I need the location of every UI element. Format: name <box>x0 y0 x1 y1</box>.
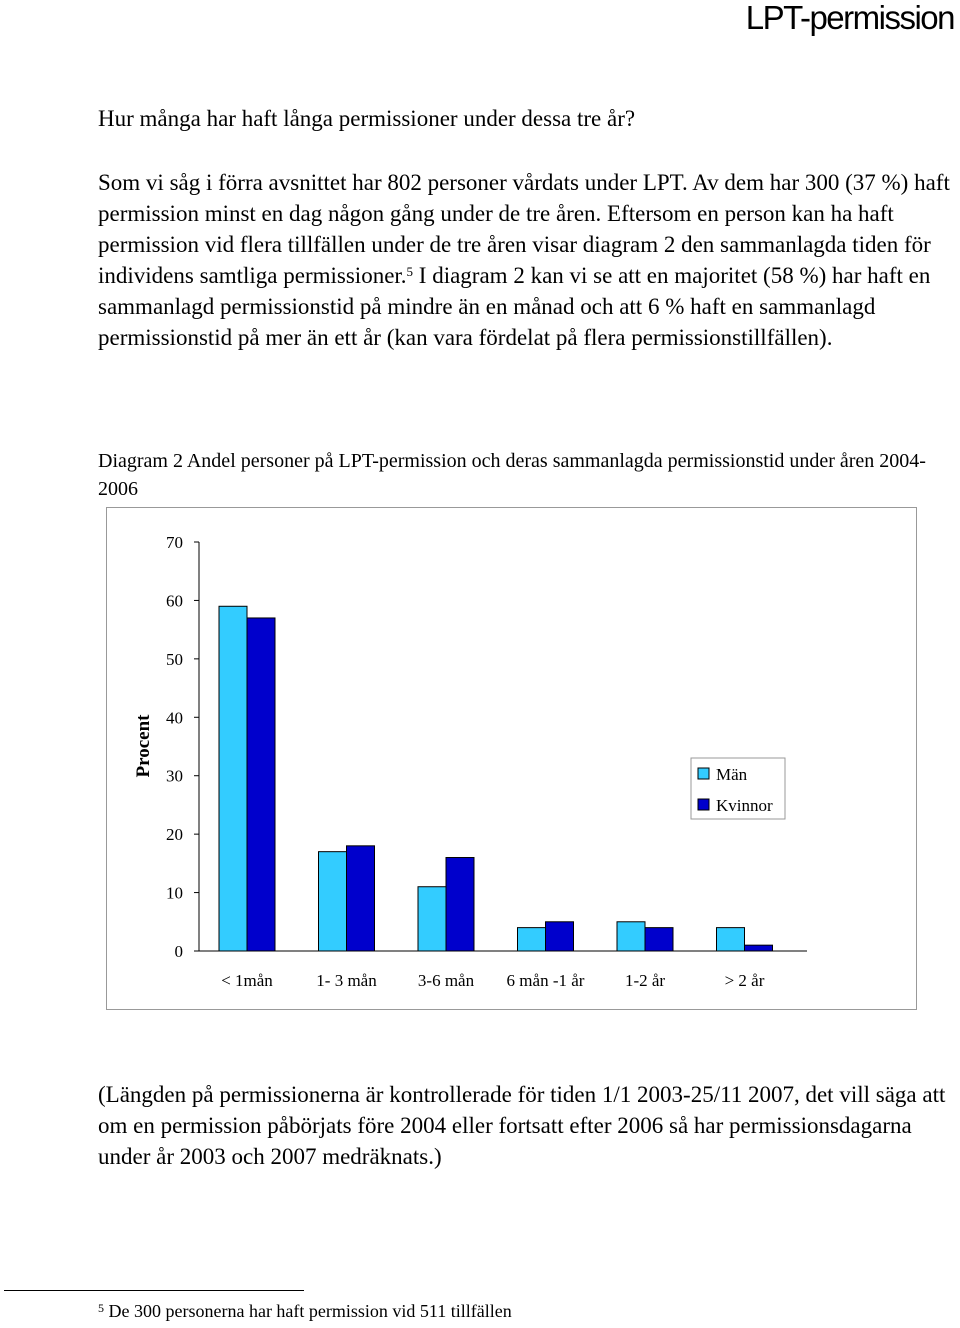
x-category-label: 1- 3 mån <box>316 971 377 990</box>
intro-paragraph <box>98 167 958 353</box>
x-category-label: 1-2 år <box>624 971 666 990</box>
legend-swatch-man <box>698 768 709 779</box>
y-axis-title: Procent <box>133 714 154 778</box>
bar-kvinnor <box>645 928 673 951</box>
chart-frame <box>106 507 917 1010</box>
x-category-label: 3-6 mån <box>417 971 475 990</box>
legend-label-man: Män <box>716 765 748 784</box>
paragraph-part2: I diagram 2 kan vi se att en majoritet (58 %) har haft en sammanlagd permissionstid på mindre än en månad och att 6 % haft en sammanlagd permissionstid på mer än ett år (kan vara fördelat på flera permissionstillfällen). <box>98 263 931 350</box>
note-paragraph: (Längden på permissionerna är kontrollerade för tiden 1/1 2003-25/11 2007, det vill säga att om en permission påbörjats före 2004 eller fortsatt efter 2006 så har permissionsdagarna under år 2003 och 2007 medräknats.) <box>98 1082 946 1169</box>
y-tick-label: 70 <box>166 533 183 552</box>
bar-kvinnor <box>347 846 375 951</box>
bar-man <box>219 606 247 951</box>
footnote-reference: 5 <box>406 264 414 279</box>
footnote <box>98 1299 512 1323</box>
y-tick-label: 20 <box>166 825 183 845</box>
bar-chart <box>107 508 918 1011</box>
question-heading: Hur många har haft långa permissioner under dessa tre år? <box>98 106 636 131</box>
bar-man <box>518 928 546 951</box>
diagram-caption: Diagram 2 Andel personer på LPT-permission och deras sammanlagda permissionstid under åren 2004-2006 <box>98 450 926 500</box>
bar-kvinnor <box>247 618 275 951</box>
y-tick-label: 0 <box>174 942 183 961</box>
paragraph-part1: Som vi såg i förra avsnittet har 802 personer vårdats under LPT. Av dem har 300 (37 %) haft permission minst en dag någon gång under de tre åren. Eftersom en person kan ha haft permission vid flera tillfällen under de tre åren visar diagram 2 den sammanlagda tiden för individens samtliga permissioner. <box>98 170 950 288</box>
bar-kvinnor <box>546 922 574 951</box>
x-category-label: > 2 år <box>724 971 765 990</box>
bar-man <box>418 887 446 951</box>
legend-label-kvinnor: Kvinnor <box>716 796 773 815</box>
footnote-text: De 300 personerna har haft permission vid 511 tillfällen <box>108 1301 512 1321</box>
footnote-number: 5 <box>98 1301 104 1315</box>
bar-man <box>717 928 745 951</box>
footnote-divider <box>4 1290 304 1291</box>
bar-kvinnor <box>446 858 474 951</box>
bar-kvinnor <box>745 945 773 951</box>
y-tick-label: 60 <box>166 591 183 611</box>
y-tick-label: 30 <box>166 766 183 786</box>
y-tick-label: 50 <box>166 649 183 669</box>
y-tick-label: 40 <box>166 708 183 728</box>
legend-swatch-kvinnor <box>698 799 709 810</box>
x-category-label: 6 mån -1 år <box>506 971 585 990</box>
bar-man <box>617 922 645 951</box>
header-title: LPT-permission <box>745 0 954 36</box>
x-category-label: < 1mån <box>221 971 273 990</box>
y-tick-label: 10 <box>166 883 183 903</box>
bar-man <box>319 852 347 951</box>
